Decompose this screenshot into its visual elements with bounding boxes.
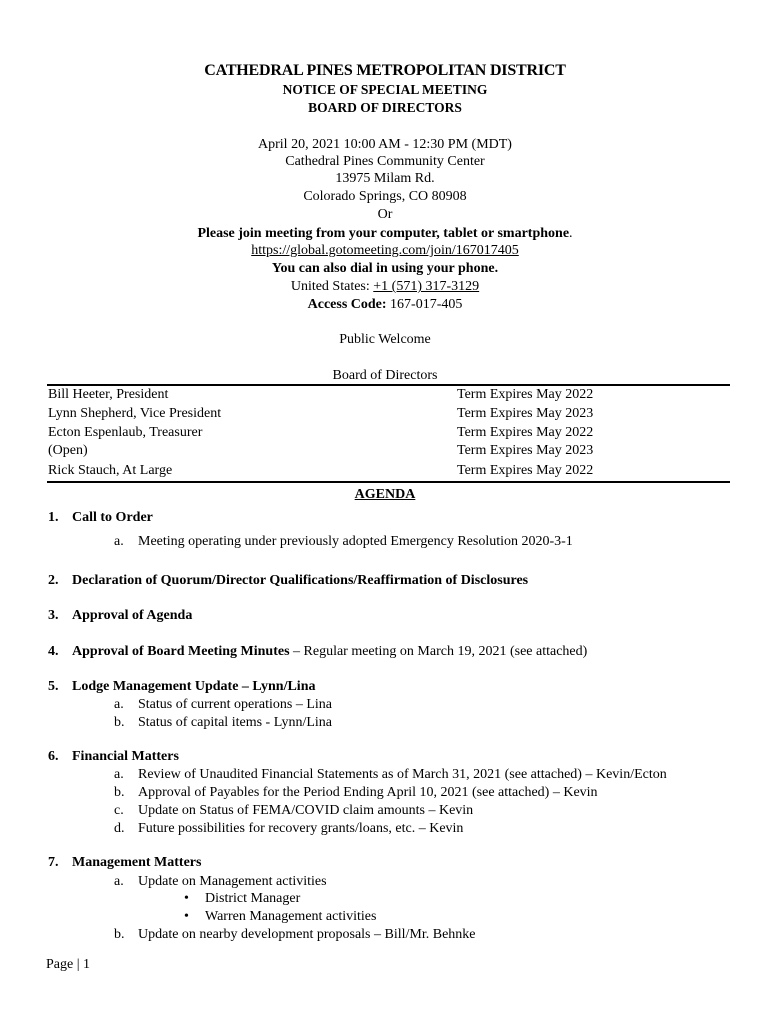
subitem-letter: a.: [114, 767, 124, 782]
director-term: Term Expires May 2022: [457, 463, 594, 478]
agenda-title: AGENDA: [354, 487, 416, 502]
subitem-letter: c.: [114, 803, 124, 818]
director-term: Term Expires May 2022: [457, 425, 594, 440]
page-footer: Page | 1: [46, 957, 91, 972]
bullet-icon: •: [184, 909, 189, 924]
item-title: Call to Order: [72, 510, 153, 525]
directors-top-rule: [47, 384, 730, 386]
agenda-item-financial-matters: [48, 749, 179, 765]
item-number: 5.: [48, 679, 59, 694]
subitem-letter: b.: [114, 927, 125, 942]
subitem-text: Update on nearby development proposals – Bill/Mr. Behnke: [138, 927, 476, 942]
phone-label: United States:: [290, 279, 374, 294]
agenda-subitem: [114, 785, 598, 801]
subitem-letter: d.: [114, 821, 125, 836]
subitem-text: Future possibilities for recovery grants/loans, etc. – Kevin: [138, 821, 464, 836]
agenda-item-approval-agenda: [48, 608, 192, 624]
subitem-text: Approval of Payables for the Period Ending April 10, 2021 (see attached) – Kevin: [138, 785, 598, 800]
director-name: Rick Stauch, At Large: [48, 463, 173, 478]
subitem-letter: a.: [114, 534, 124, 549]
agenda-item-minutes: [48, 644, 587, 660]
subitem-letter: b.: [114, 785, 125, 800]
item-title: Declaration of Quorum/Director Qualifications/Reaffirmation of Disclosures: [72, 573, 529, 588]
bullet-text: Warren Management activities: [205, 909, 377, 924]
agenda-subitem: [114, 927, 476, 943]
meeting-venue: Cathedral Pines Community Center: [285, 154, 485, 169]
agenda-subitem: [114, 697, 332, 713]
agenda-bullet: [184, 909, 376, 925]
director-term: Term Expires May 2022: [457, 387, 594, 402]
item-title: Approval of Board Meeting Minutes: [72, 644, 290, 659]
item-number: 3.: [48, 608, 59, 623]
agenda-item-quorum: [48, 573, 528, 589]
agenda-subitem: [114, 767, 667, 783]
agenda-item-management-matters: [48, 855, 201, 871]
phone-link[interactable]: +1 (571) 317-3129: [373, 279, 480, 294]
public-welcome: Public Welcome: [339, 332, 431, 347]
join-text: Please join meeting from your computer, tablet or smartphone: [197, 226, 570, 241]
subitem-letter: b.: [114, 715, 125, 730]
join-period: .: [569, 226, 573, 241]
director-name: Lynn Shepherd, Vice President: [48, 406, 222, 421]
directors-title: Board of Directors: [332, 368, 438, 383]
item-title: Approval of Agenda: [72, 608, 193, 623]
agenda-subitem: [114, 715, 332, 731]
item-detail: – Regular meeting on March 19, 2021 (see attached): [289, 644, 588, 659]
board-title: BOARD OF DIRECTORS: [308, 100, 462, 115]
agenda-item-call-to-order: [48, 510, 153, 526]
access-code-line: [0, 297, 770, 313]
district-title: CATHEDRAL PINES METROPOLITAN DISTRICT: [204, 62, 566, 79]
agenda-subitem: [114, 534, 573, 550]
meeting-url-link[interactable]: https://global.gotomeeting.com/join/167017405: [251, 243, 519, 258]
meeting-street: 13975 Milam Rd.: [335, 171, 435, 186]
agenda-bullet: [184, 891, 300, 907]
dial-text: You can also dial in using your phone.: [271, 261, 499, 276]
join-line: [0, 226, 770, 242]
meeting-date-time: April 20, 2021 10:00 AM - 12:30 PM (MDT): [258, 137, 512, 152]
bullet-text: District Manager: [205, 891, 301, 906]
access-code-value: 167-017-405: [386, 297, 463, 312]
director-name: Ecton Espenlaub, Treasurer: [48, 425, 203, 440]
meeting-url-line: [0, 243, 770, 259]
director-name: Bill Heeter, President: [48, 387, 169, 402]
subitem-text: Status of current operations – Lina: [138, 697, 333, 712]
director-term: Term Expires May 2023: [457, 443, 594, 458]
subitem-text: Update on Management activities: [138, 874, 327, 889]
phone-line: [0, 279, 770, 295]
item-title: Lodge Management Update – Lynn/Lina: [72, 679, 316, 694]
agenda-subitem: [114, 803, 473, 819]
subitem-text: Review of Unaudited Financial Statements as of March 31, 2021 (see attached) – Kevin/Ecton: [138, 767, 667, 782]
bullet-icon: •: [184, 891, 189, 906]
item-number: 4.: [48, 644, 59, 659]
item-number: 6.: [48, 749, 59, 764]
notice-title: NOTICE OF SPECIAL MEETING: [282, 82, 488, 97]
meeting-city: Colorado Springs, CO 80908: [303, 189, 467, 204]
or-text: Or: [377, 207, 393, 222]
item-number: 1.: [48, 510, 59, 525]
subitem-text: Meeting operating under previously adopted Emergency Resolution 2020-3-1: [138, 534, 573, 549]
agenda-subitem: [114, 821, 463, 837]
item-title: Management Matters: [72, 855, 202, 870]
item-title: Financial Matters: [72, 749, 179, 764]
subitem-letter: a.: [114, 697, 124, 712]
item-number: 2.: [48, 573, 59, 588]
subitem-text: Status of capital items - Lynn/Lina: [138, 715, 333, 730]
subitem-text: Update on Status of FEMA/COVID claim amounts – Kevin: [138, 803, 474, 818]
directors-bottom-rule: [47, 481, 730, 483]
director-term: Term Expires May 2023: [457, 406, 594, 421]
item-number: 7.: [48, 855, 59, 870]
access-code-label: Access Code:: [307, 297, 387, 312]
director-name: (Open): [48, 443, 88, 458]
subitem-letter: a.: [114, 874, 124, 889]
agenda-item-lodge-management: [48, 679, 315, 695]
agenda-subitem: [114, 874, 327, 890]
